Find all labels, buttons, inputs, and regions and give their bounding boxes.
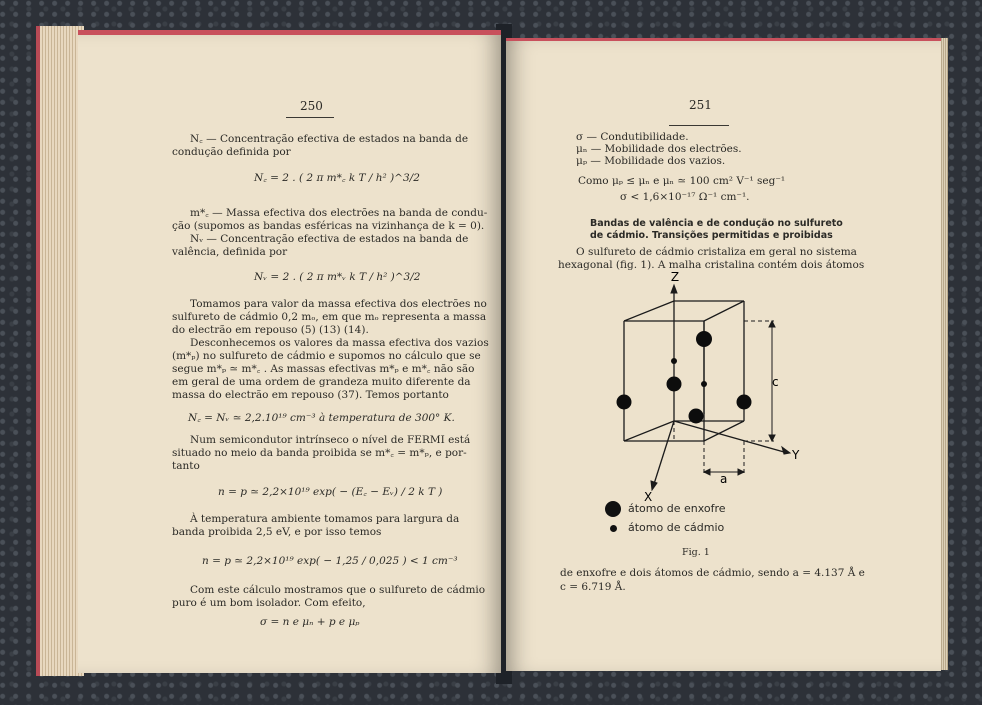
a-dimension-label: a bbox=[720, 472, 728, 486]
z-axis-label: Z bbox=[670, 270, 680, 284]
text-line: Desconhecemos os valores da massa efectiva dos vazios bbox=[190, 337, 489, 349]
page-number: 251 bbox=[689, 98, 712, 112]
text-line: Como μₚ ≤ μₙ e μₙ ≃ 100 cm² V⁻¹ seg⁻¹ bbox=[578, 175, 786, 187]
text-line: tanto bbox=[172, 460, 200, 472]
text-line: condução definida por bbox=[172, 146, 291, 158]
text-line: puro é um bom isolador. Com efeito, bbox=[172, 597, 366, 609]
page-number-rule bbox=[669, 125, 729, 126]
text-line: Nᵥ — Concentração efectiva de estados na banda de bbox=[190, 233, 469, 245]
text-line: sulfureto de cádmio 0,2 mₒ, em que mₒ representa a massa bbox=[172, 311, 487, 323]
left-page-stack-edge bbox=[36, 26, 84, 676]
left-page bbox=[78, 30, 501, 673]
sulfur-atom bbox=[737, 395, 752, 410]
x-arrow bbox=[651, 481, 657, 490]
text-line: hexagonal (fig. 1). A malha cristalina contém dois átomos bbox=[558, 259, 865, 271]
equation: n = p ≃ 2,2×10¹⁹ exp( − 1,25 / 0,025 ) < 1 cm⁻³ bbox=[202, 555, 458, 567]
text-line: O sulfureto de cádmio cristaliza em geral no sistema bbox=[576, 246, 857, 258]
text-line: segue m*ₚ ≃ m*꜀ . As massas efectivas m*ₚ e m*꜀ não são bbox=[172, 363, 475, 375]
page-number-rule bbox=[286, 117, 334, 118]
cadmium-atom bbox=[701, 381, 707, 387]
equation: n = p ≃ 2,2×10¹⁹ exp( − (E꜀ − Eᵥ) / 2 k T ) bbox=[218, 486, 443, 498]
z-arrow bbox=[671, 285, 677, 293]
text-line: de enxofre e dois átomos de cádmio, sendo a = 4.137 Å e bbox=[560, 567, 865, 579]
right-page bbox=[506, 38, 941, 671]
text-line: Num semicondutor intrínseco o nível de FERMI está bbox=[190, 434, 471, 446]
equation: σ < 1,6×10⁻¹⁷ Ω⁻¹ cm⁻¹. bbox=[620, 191, 750, 203]
text-line: N꜀ — Concentração efectiva de estados na banda de bbox=[190, 133, 469, 145]
y-axis-label: Y bbox=[792, 448, 800, 462]
y-arrow bbox=[782, 447, 790, 454]
definition-line: μₚ — Mobilidade dos vazios. bbox=[576, 155, 726, 167]
text-line: c = 6.719 Å. bbox=[560, 581, 626, 593]
legend-sulfur-dot bbox=[605, 501, 621, 517]
text-line: m*꜀ — Massa efectiva dos electrões na banda de condu- bbox=[190, 207, 488, 219]
x-axis bbox=[654, 421, 674, 484]
lattice-edge bbox=[624, 301, 674, 321]
sulfur-atom bbox=[667, 377, 682, 392]
sulfur-atom bbox=[689, 409, 704, 424]
legend-sulfur-label: átomo de enxofre bbox=[628, 502, 726, 515]
cadmium-atom bbox=[671, 358, 677, 364]
right-page-stack-edge bbox=[940, 38, 948, 670]
equation: N꜀ = Nᵥ ≃ 2,2.10¹⁹ cm⁻³ à temperatura de 300° K. bbox=[188, 412, 455, 424]
sulfur-atom bbox=[617, 395, 632, 410]
text-line: em geral de uma ordem de grandeza muito diferente da bbox=[172, 376, 471, 388]
definition-line: μₙ — Mobilidade dos electrões. bbox=[576, 143, 742, 155]
lattice-edge bbox=[624, 421, 674, 441]
legend-cadmium-label: átomo de cádmio bbox=[628, 521, 725, 534]
legend-cadmium-dot bbox=[610, 525, 617, 532]
equation: σ = n e μₙ + p e μₚ bbox=[260, 616, 360, 628]
definition-line: σ — Condutibilidade. bbox=[576, 131, 689, 143]
text-line: situado no meio da banda proibida se m*꜀ = m*ₚ, e por- bbox=[172, 447, 467, 459]
equation: Nᵥ = 2 . ( 2 π m*ᵥ k T / h² )^3/2 bbox=[254, 271, 421, 283]
text-line: ção (supomos as bandas esféricas na vizinhança de k = 0). bbox=[172, 220, 485, 232]
section-heading: de cádmio. Transições permitidas e proibidas bbox=[590, 230, 833, 241]
text-line: À temperatura ambiente tomamos para largura da bbox=[190, 513, 460, 525]
figure-caption: Fig. 1 bbox=[682, 547, 710, 558]
text-line: do electrão em repouso (5) (13) (14). bbox=[172, 324, 369, 336]
text-line: Com este cálculo mostramos que o sulfureto de cádmio bbox=[190, 584, 486, 596]
text-line: banda proibida 2,5 eV, e por isso temos bbox=[172, 526, 382, 538]
text-line: (m*ₚ) no sulfureto de cádmio e supomos no cálculo que se bbox=[172, 350, 481, 362]
x-axis-label: X bbox=[644, 490, 653, 504]
lattice-edge bbox=[704, 301, 744, 321]
equation: N꜀ = 2 . ( 2 π m*꜀ k T / h² )^3/2 bbox=[254, 172, 420, 184]
y-axis bbox=[674, 421, 784, 452]
section-heading: Bandas de valência e de condução no sulfureto bbox=[590, 218, 843, 229]
page-number: 250 bbox=[300, 99, 323, 113]
text-line: Tomamos para valor da massa efectiva dos electrões no bbox=[190, 298, 487, 310]
sulfur-atom bbox=[696, 331, 712, 347]
text-line: valência, definida por bbox=[172, 246, 288, 258]
c-dimension-label: c bbox=[772, 375, 779, 389]
text-line: massa do electrão em repouso (37). Temos portanto bbox=[172, 389, 449, 401]
